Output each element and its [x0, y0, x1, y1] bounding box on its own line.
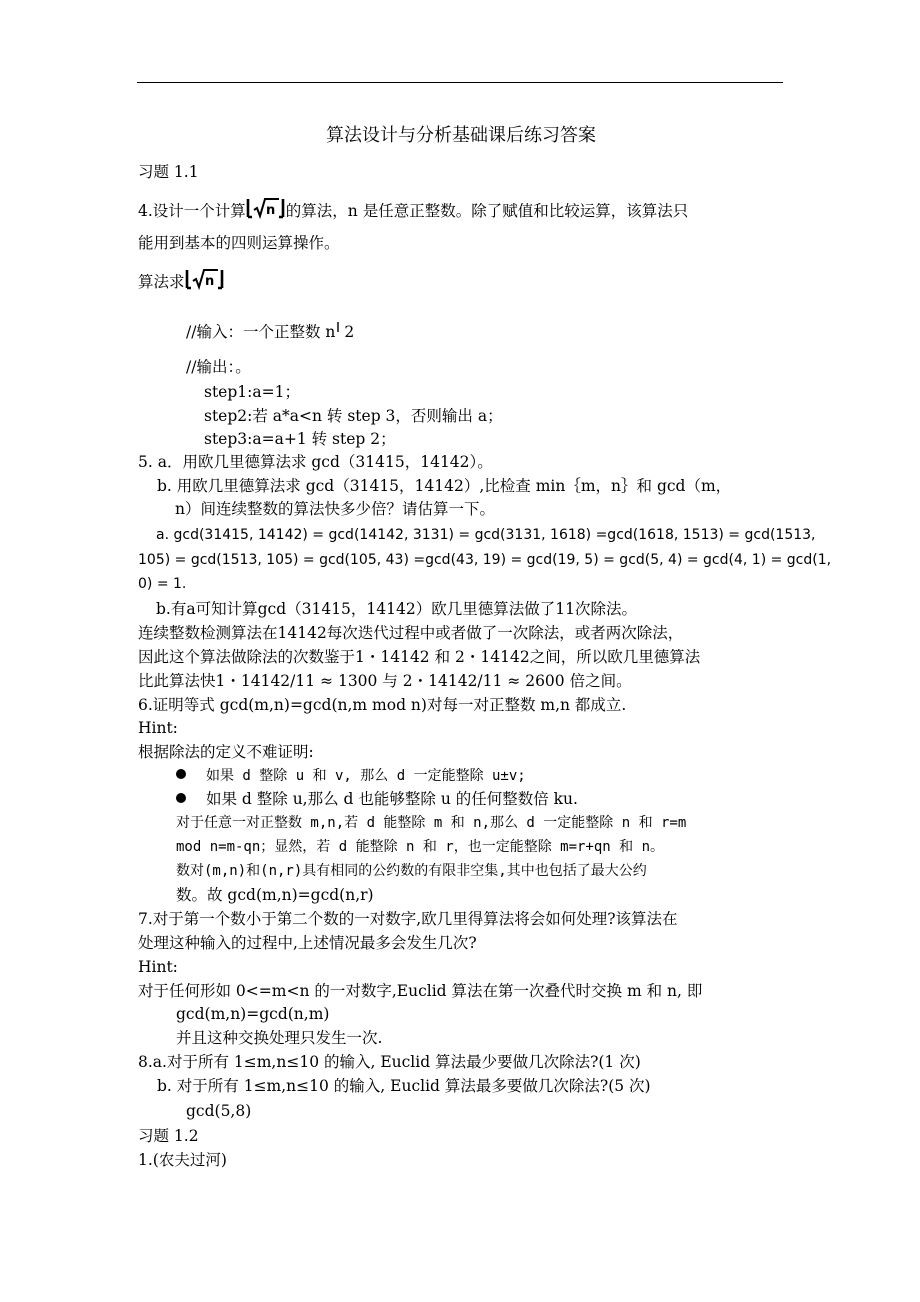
problem-7-line-2: 处理这种输入的过程中,上述情况最多会发生几次?	[138, 934, 477, 952]
algorithm-label: 算法求	[138, 273, 185, 291]
step-3: step3:a=a+1 转 step 2；	[204, 430, 396, 448]
proof-intro: 根据除法的定义不难证明:	[138, 743, 314, 761]
problem-8a: 8.a.对于所有 1≤m,n≤10 的输入, Euclid 算法最少要做几次除法?(1 次)	[138, 1053, 641, 1071]
header-rule	[137, 82, 783, 83]
answer-7-line-3: 并且这种交换处理只发生一次.	[176, 1029, 383, 1047]
input-bound: 2	[344, 323, 355, 341]
output-comment: //输出：。	[186, 358, 251, 376]
problem-4-text-b: 的算法，n 是任意正整数。除了赋值和比较运算，该算法只	[285, 202, 689, 220]
section-heading-2: 习题 1.2	[138, 1127, 199, 1145]
bullet-text-2: 如果 d 整除 u,那么 d 也能够整除 u 的任何整数倍 ku.	[206, 790, 578, 808]
bullet-item-2	[176, 788, 578, 810]
bullet-icon	[176, 769, 186, 779]
answer-5b-line-4: 比此算法快1・14142/11 ≈ 1300 与 2・14142/11 ≈ 2600 倍之间。	[138, 672, 632, 690]
problem-8b: b. 对于所有 1≤m,n≤10 的输入, Euclid 算法最多要做几次除法?(5 次)	[157, 1077, 651, 1095]
problem-4-line-2: 能用到基本的四则运算操作。	[138, 234, 340, 252]
answer-5a-line-1: a. gcd(31415, 14142) = gcd(14142, 3131) = gcd(3131, 1618) =gcd(1618, 1513) = gcd(1513,	[156, 527, 816, 543]
problem-4-line-1	[138, 197, 688, 225]
answer-8b-example: gcd(5,8)	[186, 1102, 252, 1120]
problem-7-line-1: 7.对于第一个数小于第二个数的一对数字,欧几里得算法将会如何处理?该算法在	[138, 910, 678, 928]
answer-5b-line-1: b.有a可知计算gcd（31415，14142）欧几里德算法做了11次除法。	[156, 600, 637, 618]
geq-glyph	[336, 321, 341, 335]
proof-line-2: mod n=m-qn；显然，若 d 能整除 n 和 r，也一定能整除 m=r+qn 和 n。	[176, 839, 665, 855]
proof-line-3: 数对(m,n)和(n,r)具有相同的公约数的有限非空集,其中也包括了最大公约	[176, 863, 647, 879]
bullet-text-1: 如果 d 整除 u 和 v, 那么 d 一定能整除 u±v;	[206, 768, 526, 784]
problem-5a: 5. a．用欧几里德算法求 gcd（31415，14142）。	[138, 453, 493, 471]
section-heading: 习题 1.1	[138, 163, 199, 181]
input-comment	[186, 321, 354, 343]
floor-sqrt-n-formula-2	[185, 268, 225, 296]
radicand-n-2: n	[204, 274, 214, 289]
proof-line-1: 对于任意一对正整数 m,n,若 d 能整除 m 和 n,那么 d 一定能整除 n 和 r=m	[176, 815, 687, 831]
problem-4-text-a: 4.设计一个计算	[138, 202, 246, 220]
bullet-icon	[176, 793, 186, 803]
answer-5a-line-2: 105) = gcd(1513, 105) = gcd(105, 43) =gcd(43, 19) = gcd(19, 5) = gcd(5, 4) = gcd(4, 1) = gcd(1,	[138, 552, 832, 568]
input-comment-text: //输入：一个正整数 n	[186, 323, 336, 341]
radicand-n: n	[265, 203, 276, 218]
algorithm-title	[138, 268, 225, 296]
bullet-item-1	[176, 765, 526, 787]
answer-5a-line-3: 0) = 1.	[138, 576, 187, 592]
hint-label-6: Hint:	[138, 719, 178, 737]
problem-6: 6.证明等式 gcd(m,n)=gcd(n,m mod n)对每一对正整数 m,n 都成立.	[138, 696, 627, 714]
step-2: step2:若 a*a<n 转 step 3，否则输出 a；	[204, 407, 503, 425]
hint-label-7: Hint:	[138, 958, 178, 976]
answer-7-line-1: 对于任何形如 0<=m<n 的一对数字,Euclid 算法在第一次叠代时交换 m 和 n, 即	[138, 982, 703, 1000]
step-1: step1:a=1；	[204, 383, 300, 401]
problem-1-2-1: 1.(农夫过河)	[138, 1151, 227, 1169]
floor-sqrt-n-formula	[246, 197, 286, 225]
problem-5b-line-2: n）间连续整数的算法快多少倍？请估算一下。	[175, 500, 495, 518]
answer-5b-line-2: 连续整数检测算法在14142每次迭代过程中或者做了一次除法，或者两次除法，	[138, 624, 684, 642]
doc-title: 算法设计与分析基础课后练习答案	[326, 125, 596, 146]
problem-5b-line-1: b. 用欧几里德算法求 gcd（31415，14142）,比检查 min｛m，n｝和 gcd（m，	[157, 477, 732, 495]
answer-5b-line-3: 因此这个算法做除法的次数鉴于1・14142 和 2・14142之间，所以欧几里德算法	[138, 648, 701, 666]
proof-line-4: 数。故 gcd(m,n)=gcd(n,r)	[176, 886, 374, 904]
answer-7-line-2: gcd(m,n)=gcd(n,m)	[176, 1005, 330, 1023]
